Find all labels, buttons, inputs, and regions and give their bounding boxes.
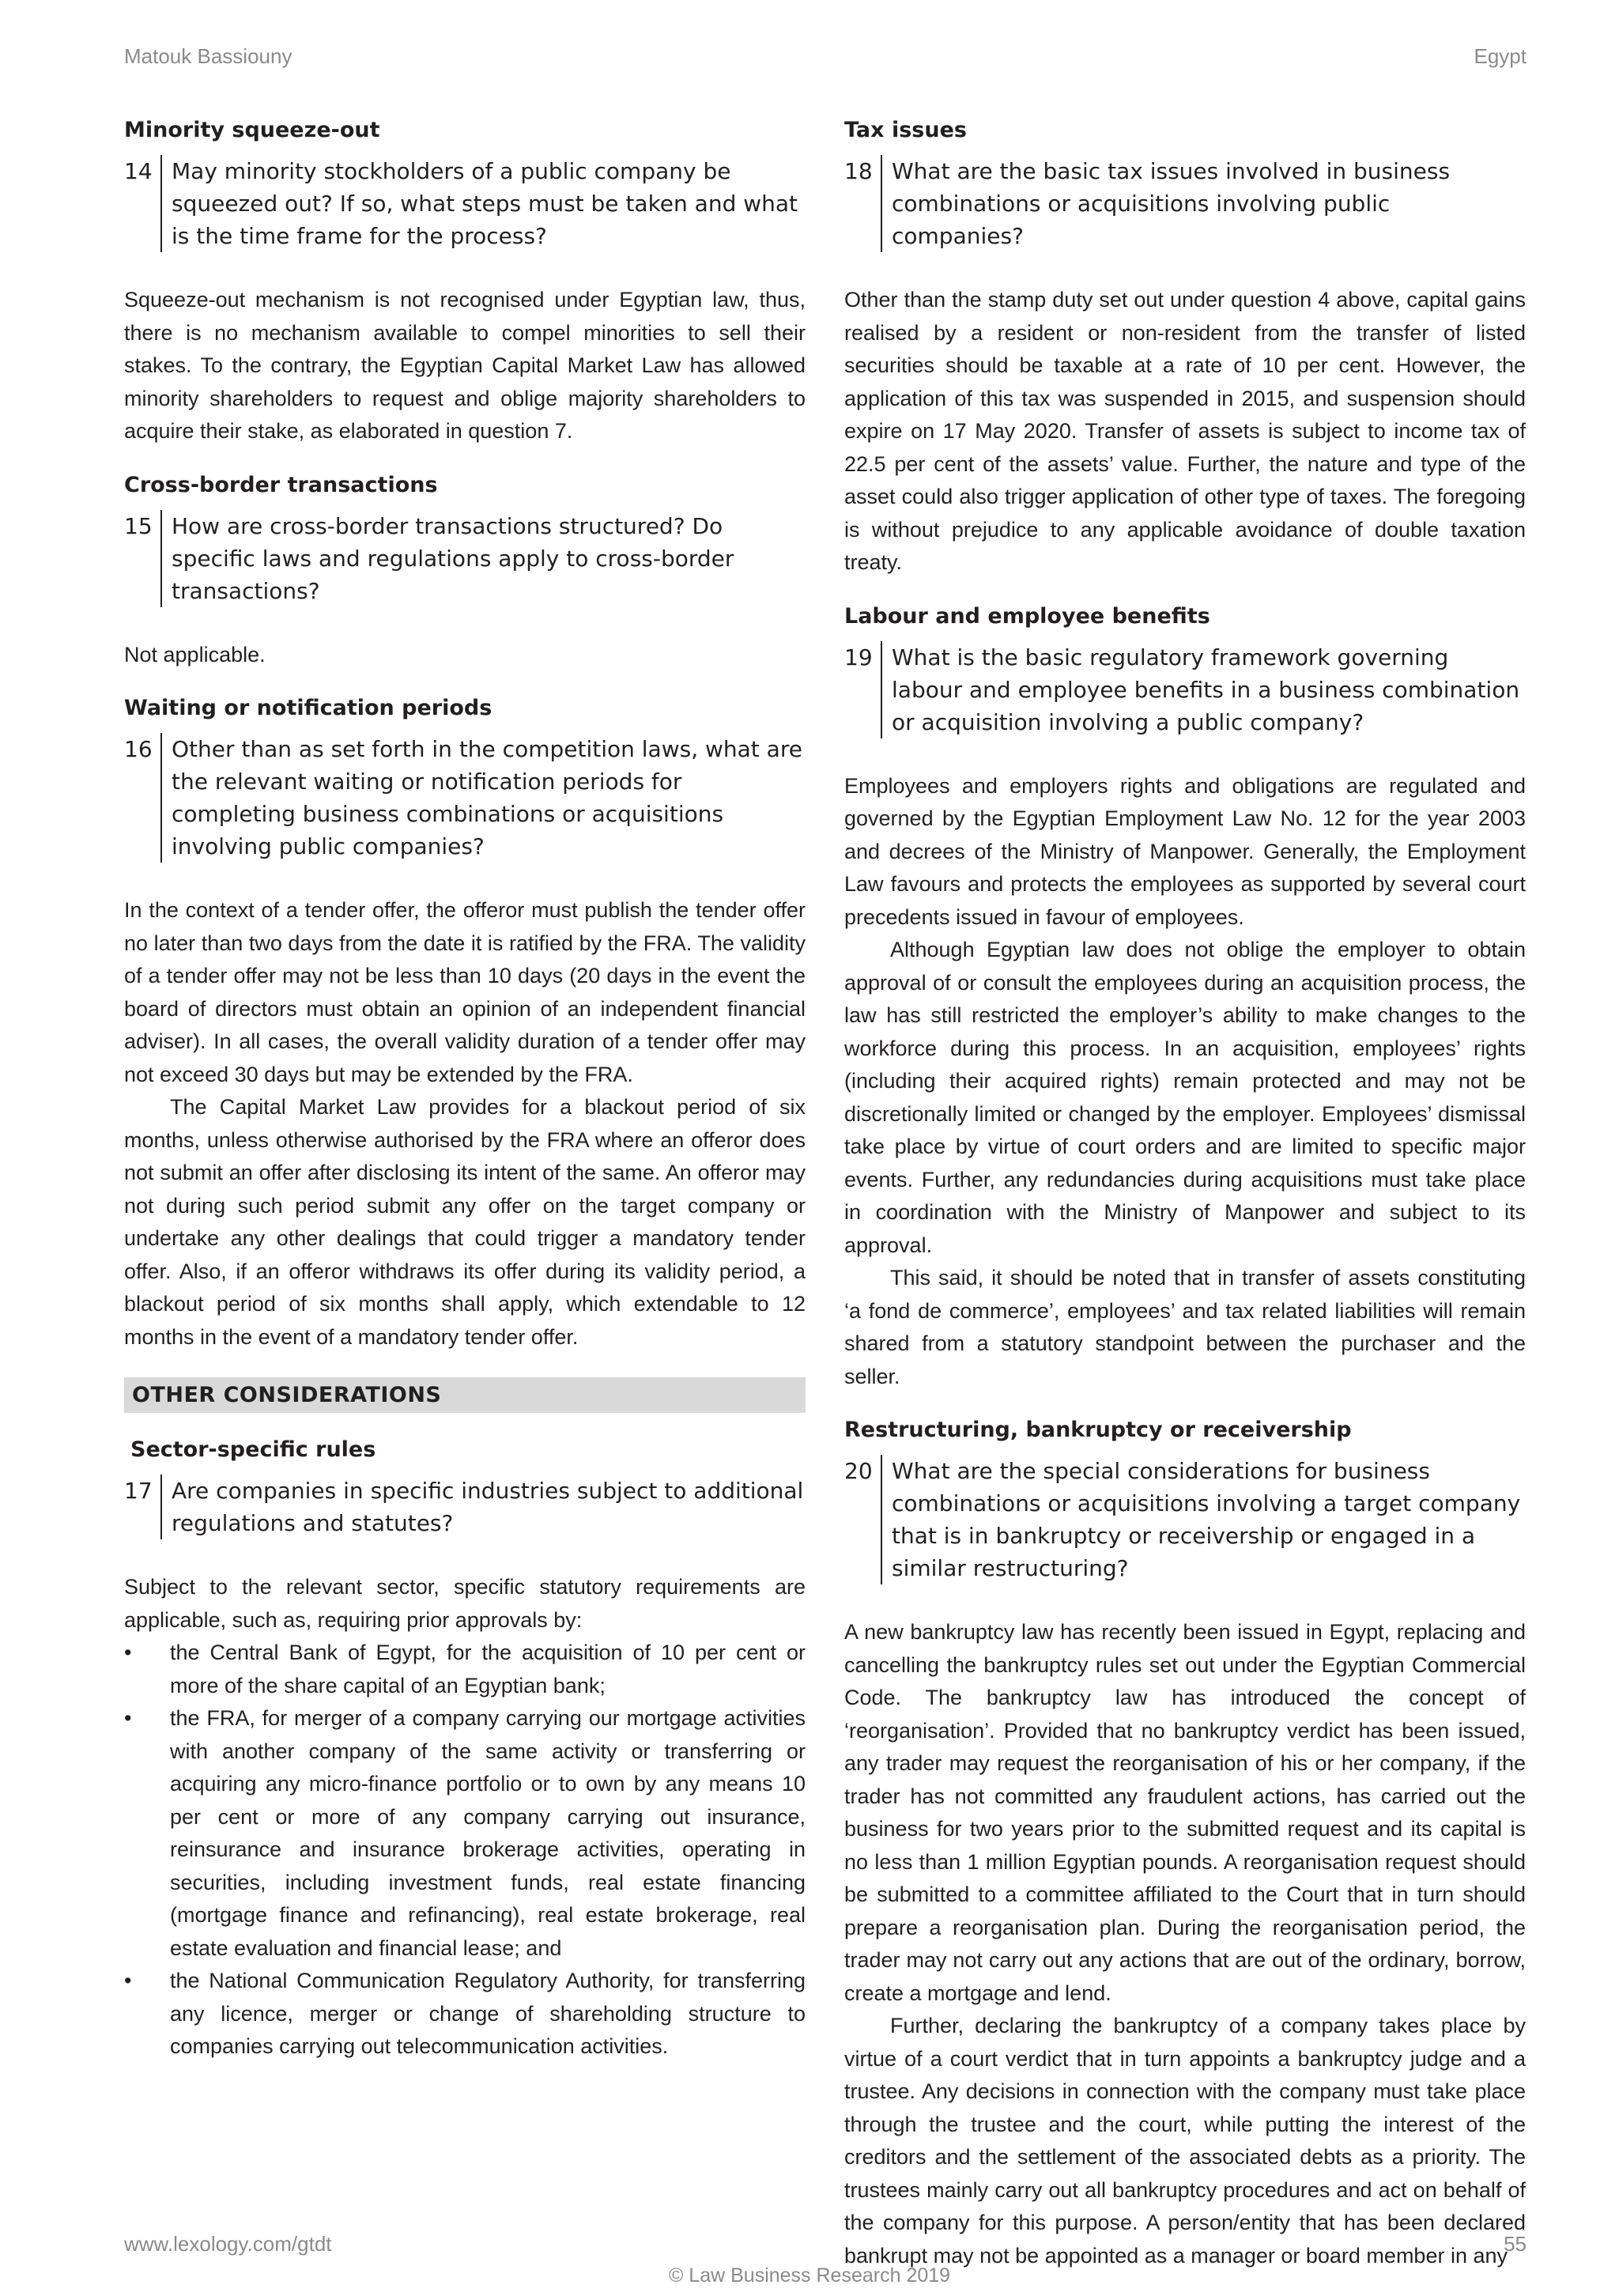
bullet-list <box>124 1637 806 2064</box>
section-bar-other-considerations: OTHER CONSIDERATIONS <box>124 1377 806 1413</box>
question-15 <box>124 510 806 607</box>
list-item-text: the National Communication Regulatory Authority, for transferring any licence, merger or change of shareholding structure to companies carrying out telecommunication activities. <box>170 1969 806 2058</box>
heading-tax: Tax issues <box>844 118 967 142</box>
answer-paragraph: Squeeze-out mechanism is not recognised under Egyptian law, thus, there is no mechanism available to compel minorities to sell their stakes. To the contrary, the Egyptian Capital Market Law has allowed minority shareholders to request and oblige majority shareholders to acquire their stake, as elaborated in question 7. <box>124 288 806 443</box>
question-text: What are the special considerations for business combinations or acquisitions involving a target company that is in bankruptcy or receivership or engaged in a similar restructuring? <box>881 1455 1526 1584</box>
question-16 <box>124 733 806 863</box>
question-18 <box>844 155 1526 252</box>
answer-paragraph: Although Egyptian law does not oblige the employer to obtain approval of or consult the employees during an acquisition process, the law has still restricted the employer’s ability to make changes to the workforce during this process. In an acquisition, employees’ rights (including their acquired rights) remain protected and may not be discretionally limited or changed by the employer. Employees’ dismissal take place by virtue of court orders and are limited to specific major events. Further, any redundancies during acquisitions must take place in coordination with the Ministry of Manpower and subject to its approval. <box>844 938 1526 1257</box>
section-sector <box>124 1437 806 2064</box>
left-column <box>124 117 806 2087</box>
heading-waiting: Waiting or notification periods <box>124 696 492 720</box>
answer-paragraph: Further, declaring the bankruptcy of a company takes place by virtue of a court verdict that in turn appoints a bankruptcy judge and a trustee. Any decisions in connection with the company must take place through the trustee and the court, while putting the interest of the creditors and the settlement of the associated debts as a priority. The trustees mainly carry out all bankruptcy procedures and act on behalf of the company for this purpose. A person/entity that has been declared bankrupt may not be appointed as a manager or board member in any <box>844 2014 1526 2268</box>
section-tax <box>844 117 1526 580</box>
question-14 <box>124 155 806 252</box>
question-text: May minority stockholders of a public company be squeezed out? If so, what steps must be taken and what is the time frame for the process? <box>160 155 806 252</box>
footer-url: www.lexology.com/gtdt <box>124 2232 332 2256</box>
question-text: What are the basic tax issues involved in business combinations or acquisitions involving public companies? <box>881 155 1526 252</box>
bullet-icon: • <box>124 1969 132 1992</box>
answer-paragraph: A new bankruptcy law has recently been issued in Egypt, replacing and cancelling the bankruptcy rules set out under the Egyptian Commercial Code. The bankruptcy law has introduced the concept of ‘reorganisation’. Provided that no bankruptcy verdict has been issued, any trader may request the reorganisation of his or her company, if the trader has not committed any fraudulent actions, has carried out the business for two years prior to the submitted request and its capital is no less than 1 million Egyptian pounds. A reorganisation request should be submitted to a committee affiliated to the Court that in turn should prepare a reorganisation plan. During the reorganisation period, the trader may not carry out any actions that are out of the ordinary, borrow, create a mortgage and lend. <box>844 1620 1526 2005</box>
question-number: 20 <box>844 1458 873 1484</box>
heading-sector: Sector-specific rules <box>130 1437 376 1462</box>
answer-paragraph: This said, it should be noted that in transfer of assets constituting ‘a fond de commerce’, employees’ and tax related liabilities will remain shared from a statutory standpoint between the purchaser and the seller. <box>844 1266 1526 1388</box>
answer-paragraph: Subject to the relevant sector, specific statutory requirements are applicable, such as, requiring prior approvals by: <box>124 1575 806 1632</box>
list-item-text: the Central Bank of Egypt, for the acquisition of 10 per cent or more of the share capital of an Egyptian bank; <box>170 1641 806 1697</box>
question-text: Are companies in specific industries subject to additional regulations and statutes? <box>160 1475 806 1539</box>
page-header <box>124 44 1527 69</box>
answer-paragraph: The Capital Market Law provides for a blackout period of six months, unless otherwise authorised by the FRA where an offeror does not submit an offer after disclosing its intent of the same. An offeror may not during such period submit any offer on the target company or undertake any other dealings that could trigger a mandatory tender offer. Also, if an offeror withdraws its offer during its validity period, a blackout period of six months shall apply, which extendable to 12 months in the event of a mandatory tender offer. <box>124 1095 806 1349</box>
bullet-icon: • <box>124 1641 132 1664</box>
answer-paragraph: In the context of a tender offer, the offeror must publish the tender offer no later than two days from the date it is ratified by the FRA. The validity of a tender offer may not be less than 10 days (20 days in the event the board of directors must obtain an opinion of an independent financial adviser). In all cases, the overall validity duration of a tender offer may not exceed 30 days but may be extended by the FRA. <box>124 898 806 1086</box>
page-number: 55 <box>1504 2232 1527 2256</box>
question-number: 17 <box>124 1478 153 1504</box>
list-item-text: the FRA, for merger of a company carrying our mortgage activities with another company of the same activity or transferring or acquiring any micro-finance portfolio or to own by any means 10 per cent or more of any company carrying out insurance, reinsurance and insurance brokerage activities, operating in securities, including investment funds, real estate financing (mortgage finance and refinancing), real estate brokerage, real estate evaluation and financial lease; and <box>170 1706 806 1960</box>
right-column <box>844 117 1526 2296</box>
section-labour <box>844 603 1526 1394</box>
section-minority <box>124 117 806 448</box>
heading-crossborder: Cross-border transactions <box>124 472 438 497</box>
heading-restructuring: Restructuring, bankruptcy or receivership <box>844 1418 1352 1442</box>
section-restructuring <box>844 1417 1526 2272</box>
question-number: 19 <box>844 644 873 670</box>
question-19 <box>844 641 1526 738</box>
section-crossborder <box>124 472 806 672</box>
question-number: 15 <box>124 512 153 539</box>
page-footer <box>124 2232 1527 2256</box>
list-item <box>124 1965 806 2064</box>
copyright-notice: © Law Business Research 2019 <box>668 2264 951 2287</box>
list-item <box>124 1637 806 1702</box>
question-number: 18 <box>844 158 873 184</box>
question-20 <box>844 1455 1526 1584</box>
heading-minority: Minority squeeze-out <box>124 118 380 142</box>
question-text: What is the basic regulatory framework governing labour and employee benefits in a business combination or acquisition involving a public company? <box>881 641 1526 738</box>
question-17 <box>124 1475 806 1539</box>
header-author: Matouk Bassiouny <box>124 44 292 68</box>
answer-paragraph: Employees and employers rights and obligations are regulated and governed by the Egyptian Employment Law No. 12 for the year 2003 and decrees of the Ministry of Manpower. Generally, the Employment Law favours and protects the employees as supported by several court precedents issued in favour of employees. <box>844 773 1526 929</box>
heading-labour: Labour and employee benefits <box>844 603 1210 629</box>
section-waiting <box>124 695 806 1354</box>
question-number: 14 <box>124 158 153 184</box>
header-country: Egypt <box>1474 44 1527 68</box>
answer-paragraph: Other than the stamp duty set out under question 4 above, capital gains realised by a resident or non-resident from the transfer of listed securities should be taxable at a rate of 10 per cent. However, the application of this tax was suspended in 2015, and suspension should expire on 17 May 2020. Transfer of assets is subject to income tax of 22.5 per cent of the assets’ value. Further, the nature and type of the asset could also trigger application of other type of taxes. The foregoing is without prejudice to any applicable avoidance of double taxation treaty. <box>844 288 1526 574</box>
list-item <box>124 1702 806 1965</box>
question-text: How are cross-border transactions structured? Do specific laws and regulations apply to cross-border transactions? <box>160 510 806 607</box>
answer-paragraph: Not applicable. <box>124 642 266 667</box>
bullet-icon: • <box>124 1706 132 1730</box>
question-text: Other than as set forth in the competition laws, what are the relevant waiting or notification periods for completing business combinations or acquisitions involving public companies? <box>160 733 806 863</box>
question-number: 16 <box>124 736 153 762</box>
